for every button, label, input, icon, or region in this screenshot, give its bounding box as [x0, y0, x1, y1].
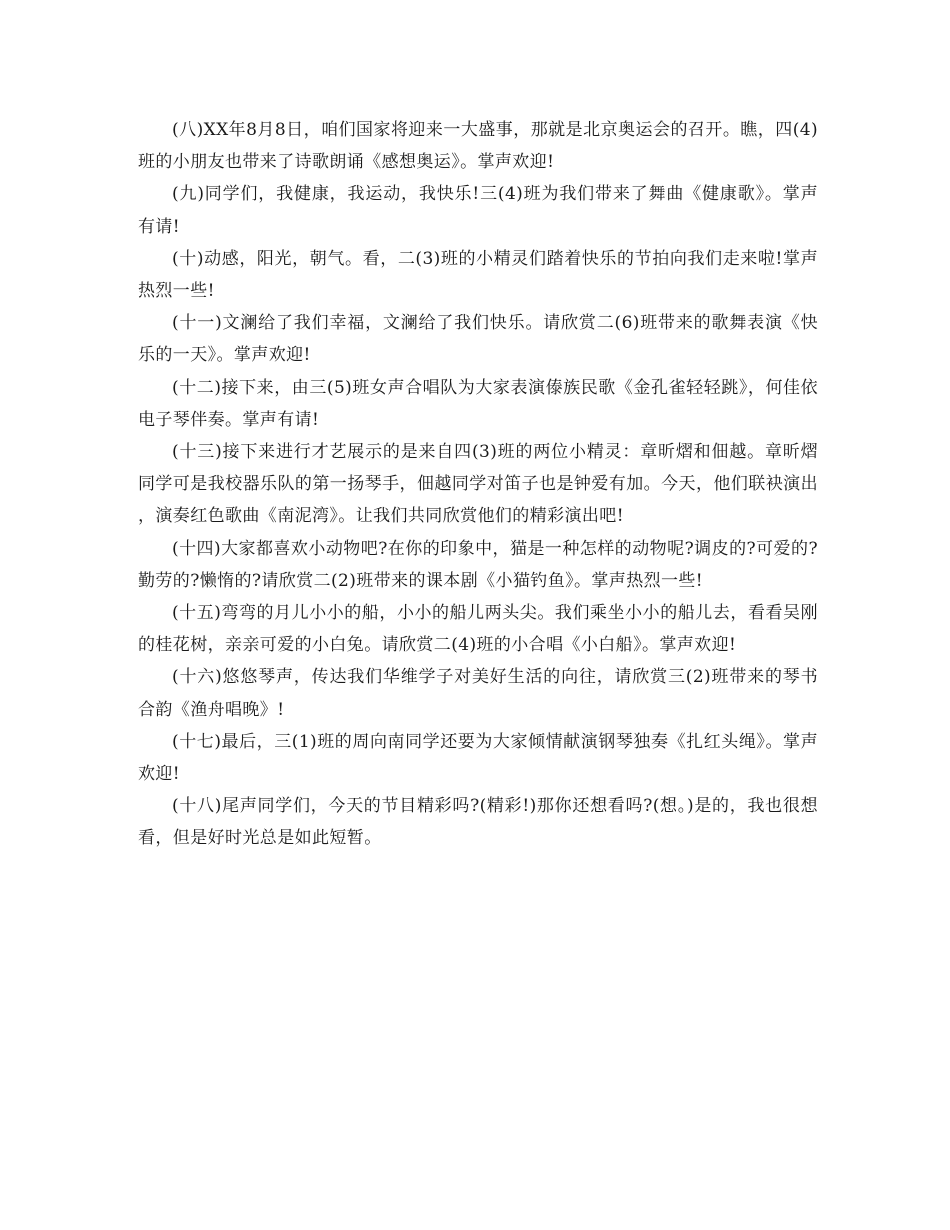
paragraph-18: (十八)尾声同学们，今天的节目精彩吗?(精彩!)那你还想看吗?(想。)是的，我也很想看，但是好时光总是如此短暂。	[138, 796, 818, 849]
paragraph-10: (十)动感，阳光，朝气。看，二(3)班的小精灵们踏着快乐的节拍向我们走来啦!掌声热烈一些!	[138, 248, 818, 302]
paragraph-11: (十一)文澜给了我们幸福，文澜给了我们快乐。请欣赏二(6)班带来的歌舞表演《快乐的一天》。掌声欢迎!	[138, 313, 818, 366]
paragraph-14: (十四)大家都喜欢小动物吧?在你的印象中，猫是一种怎样的动物呢?调皮的?可爱的?勤劳的?懒惰的?请欣赏二(2)班带来的课本剧《小猫钓鱼》。掌声热烈一些!	[138, 538, 818, 591]
document-body	[138, 114, 818, 855]
paragraph-8: (八)XX年8月8日，咱们国家将迎来一大盛事，那就是北京奥运会的召开。瞧，四(4)班的小朋友也带来了诗歌朗诵《感想奥运》。掌声欢迎!	[138, 120, 818, 173]
paragraph-15: (十五)弯弯的月儿小小的船，小小的船儿两头尖。我们乘坐小小的船儿去，看看吴刚的桂花树，亲亲可爱的小白兔。请欣赏二(4)班的小合唱《小白船》。掌声欢迎!	[138, 603, 818, 656]
paragraph-17: (十七)最后，三(1)班的周向南同学还要为大家倾情献演钢琴独奏《扎红头绳》。掌声欢迎!	[138, 731, 818, 785]
paragraph-16: (十六)悠悠琴声，传达我们华维学子对美好生活的向往，请欣赏三(2)班带来的琴书合韵《渔舟唱晚》!	[138, 667, 818, 720]
paragraph-13: (十三)接下来进行才艺展示的是来自四(3)班的两位小精灵：章昕熠和佃越。章昕熠同学可是我校器乐队的第一扬琴手，佃越同学对笛子也是钟爱有加。今天，他们联袂演出，演奏红色歌曲《南泥湾》。让我们共同欣赏他们的精彩演出吧!	[138, 442, 818, 527]
paragraph-9: (九)同学们，我健康，我运动，我快乐!三(4)班为我们带来了舞曲《健康歌》。掌声有请!	[138, 184, 818, 237]
paragraph-12: (十二)接下来，由三(5)班女声合唱队为大家表演傣族民歌《金孔雀轻轻跳》，何佳依电子琴伴奏。掌声有请!	[138, 377, 818, 430]
